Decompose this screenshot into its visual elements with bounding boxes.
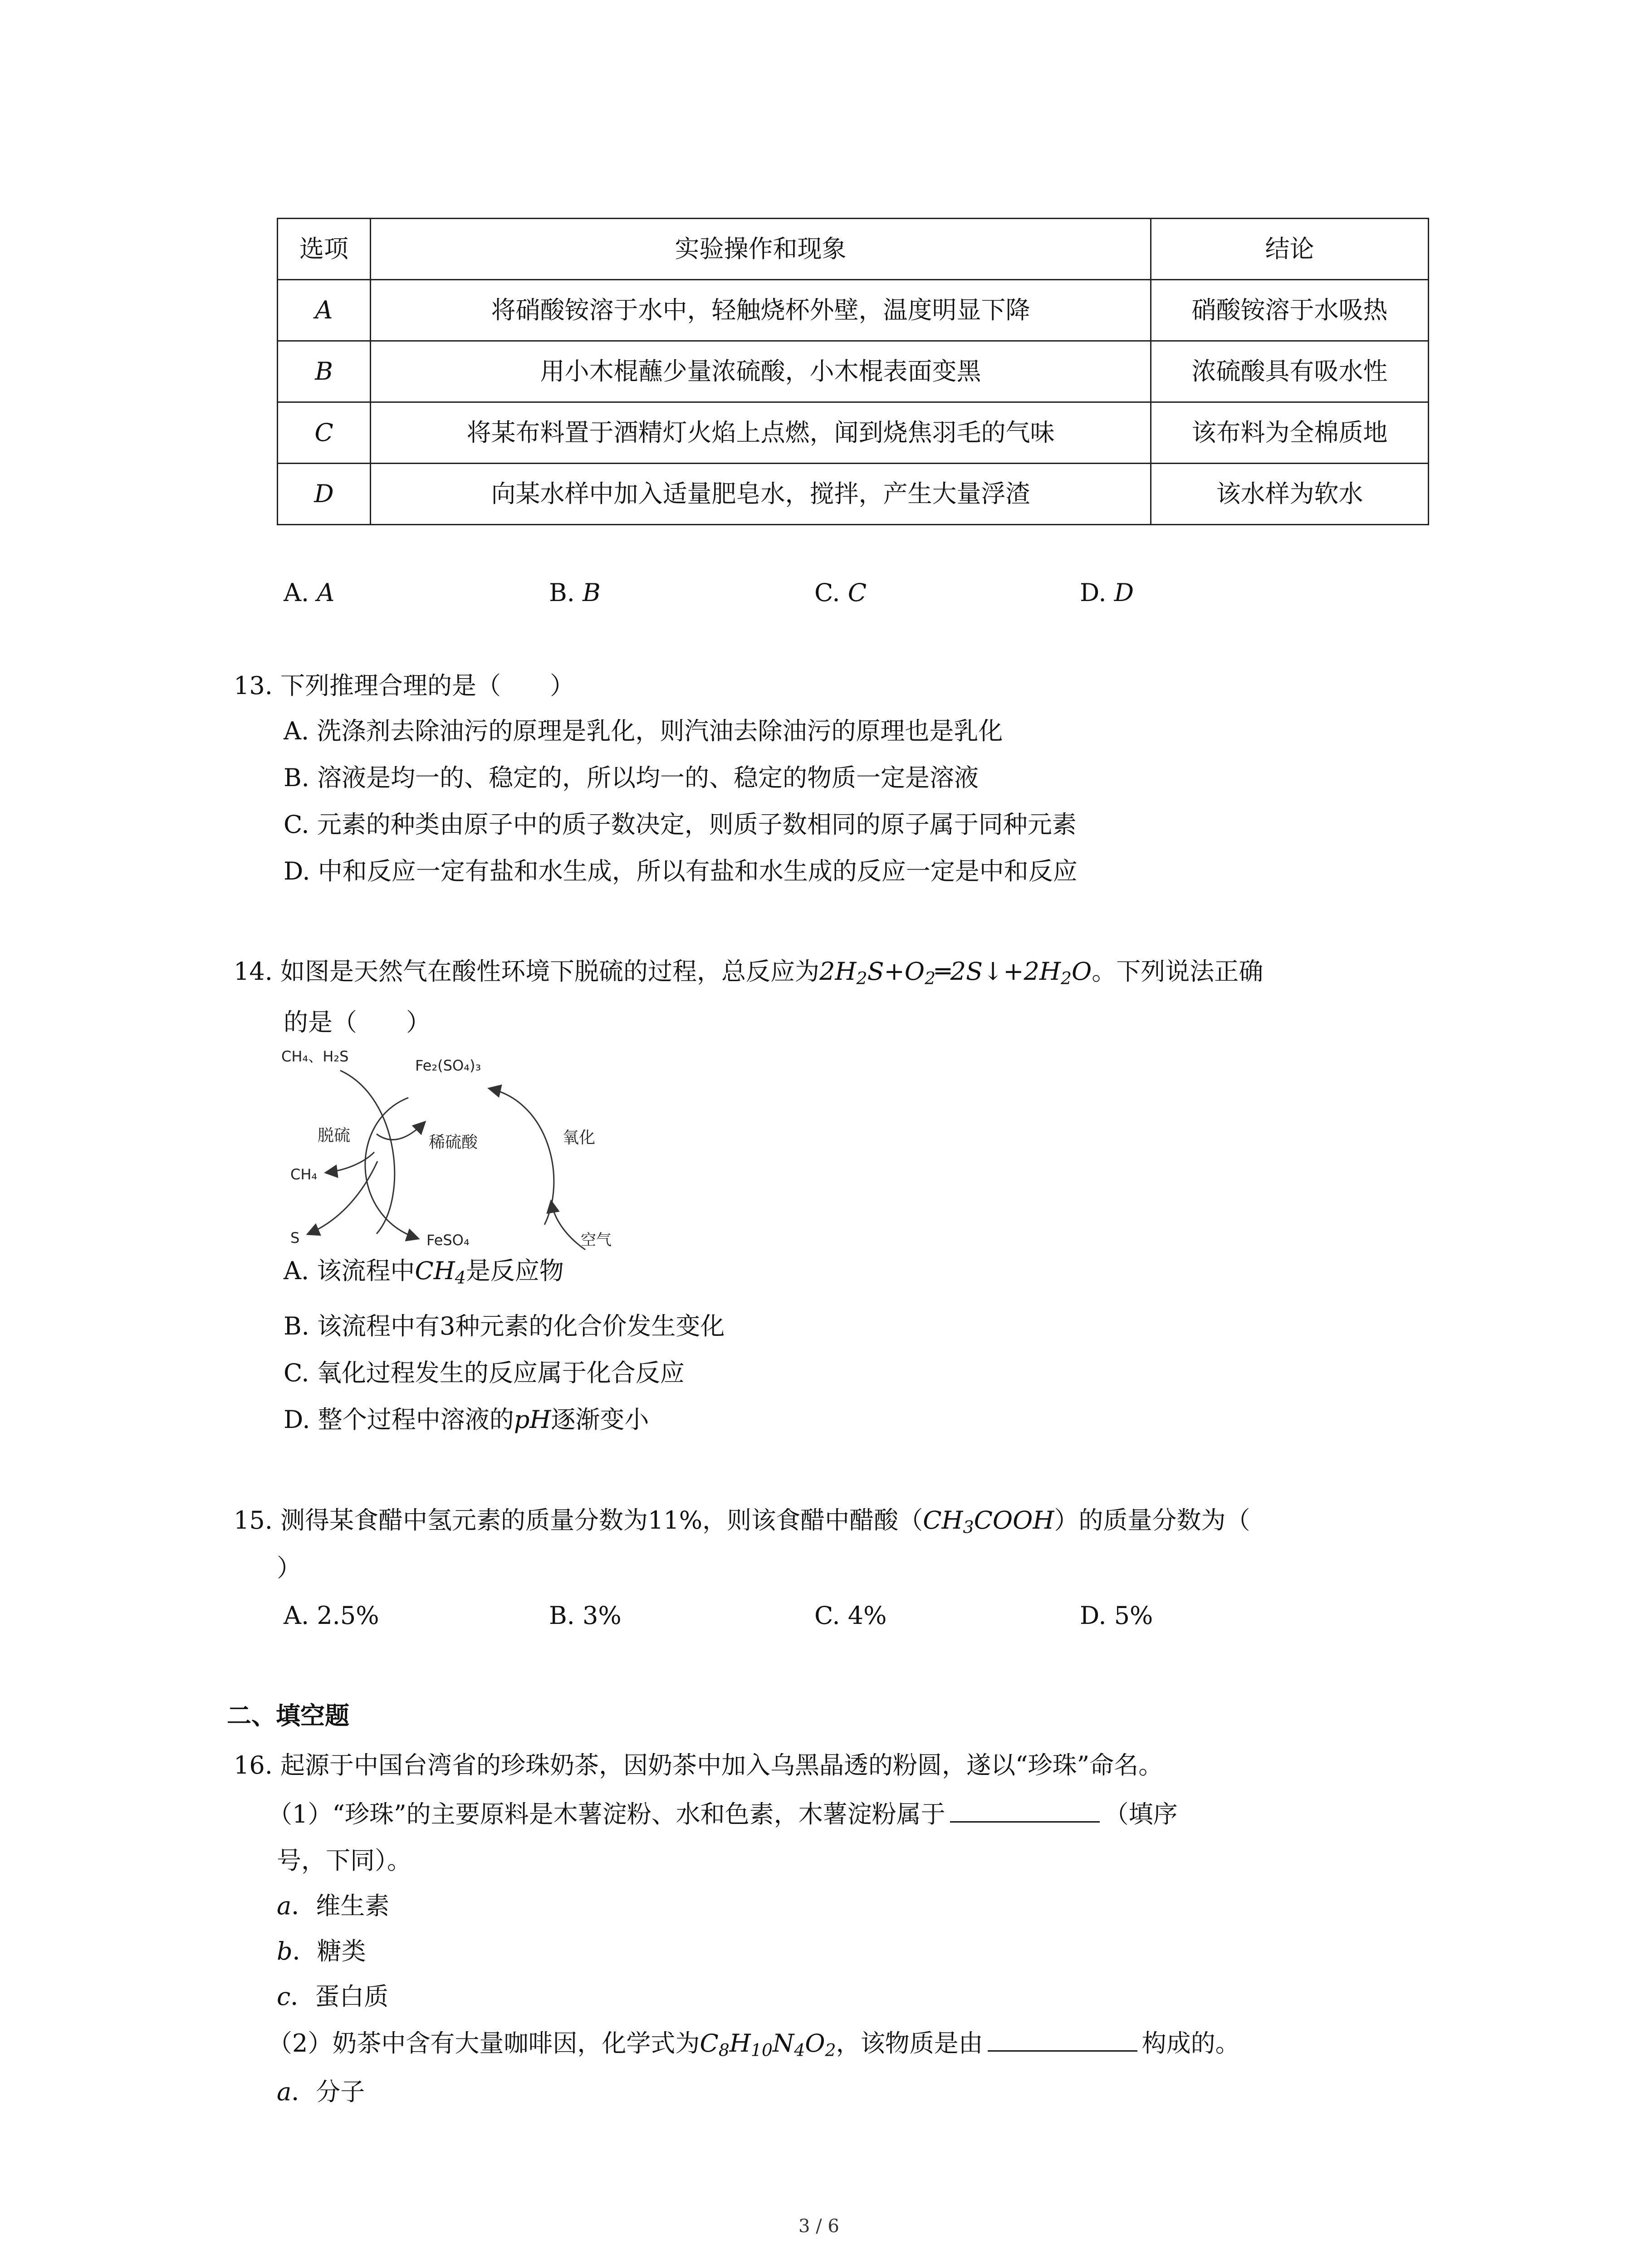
option-text: 逐渐变小: [551, 1405, 649, 1434]
q14-stem-text: 。下列说法正确: [1092, 957, 1264, 986]
q14-option-c[interactable]: C. 氧化过程发生的反应属于化合反应: [284, 1359, 685, 1387]
table-row: [278, 280, 1429, 341]
option-letter: a: [277, 2077, 292, 2106]
table-cell: 该布料为全棉质地: [1151, 402, 1429, 464]
option-a[interactable]: [284, 578, 334, 608]
label-ch4-out: CH₄: [290, 1166, 318, 1183]
q16-part1-line2: 号，下同）。: [277, 1846, 411, 1875]
q16-part2: [268, 2028, 1240, 2061]
option-value: B: [583, 578, 601, 607]
answer-blank[interactable]: [950, 1799, 1100, 1823]
option-text: ．维生素: [291, 1892, 390, 1920]
flow-arc: [327, 1152, 374, 1173]
q14-stem: [234, 957, 1263, 989]
table-row: [278, 341, 1429, 402]
option-d[interactable]: [1080, 578, 1134, 608]
option-value: C: [847, 578, 867, 607]
table-cell: 将硝酸铵溶于水中，轻触烧杯外壁，温度明显下降: [371, 280, 1151, 341]
table-row: [278, 464, 1429, 525]
option-letter: a: [277, 1892, 292, 1920]
option-text: 是反应物: [465, 1256, 564, 1285]
table-cell: 浓硫酸具有吸水性: [1151, 341, 1429, 402]
formula-acetic-acid: $CH_3COOH$: [923, 1506, 1054, 1537]
flow-arc: [309, 1161, 377, 1234]
option-prefix: C.: [814, 578, 840, 607]
table-cell: B: [278, 341, 371, 402]
flow-arc: [365, 1098, 417, 1238]
option-text: ．蛋白质: [290, 1982, 389, 2011]
q15-stem-text: 15. 测得某食醋中氢元素的质量分数为11%，则该食醋中醋酸（: [234, 1506, 923, 1535]
option-c[interactable]: [814, 578, 867, 608]
table-cell: 该水样为软水: [1151, 464, 1429, 525]
section-title: 二、填空题: [227, 1701, 349, 1730]
q16-part1-text: （填序: [1104, 1800, 1178, 1828]
option-letter: c: [277, 1982, 291, 2011]
q16-part2-text: （2）奶茶中含有大量咖啡因，化学式为: [268, 2029, 700, 2058]
table-header: 选项: [278, 219, 371, 280]
q14-stem-text: 14. 如图是天然气在酸性环境下脱硫的过程，总反应为: [234, 957, 820, 986]
option-value: D: [1114, 578, 1134, 607]
label-sulfur: S: [290, 1229, 300, 1246]
table-cell: 硝酸铵溶于水吸热: [1151, 280, 1429, 341]
q15-stem-line2: ）: [277, 1554, 301, 1582]
q13-option[interactable]: A. 洗涤剂去除油污的原理是乳化，则汽油去除油污的原理也是乳化: [284, 717, 1003, 745]
table-header: 结论: [1151, 219, 1429, 280]
table-cell: 用小木棍蘸少量浓硫酸，小木棍表面变黑: [371, 341, 1151, 402]
flow-arc: [490, 1089, 554, 1225]
q15-stem-text: ）的质量分数为（: [1054, 1506, 1250, 1535]
q16-part2-text: ，该物质是由: [836, 2029, 983, 2058]
q13-stem: 13. 下列推理合理的是（ ）: [234, 671, 575, 700]
option-text: D. 整个过程中溶液的: [284, 1405, 514, 1434]
option-prefix: B.: [549, 578, 575, 607]
label-feso4: FeSO₄: [426, 1232, 470, 1249]
q14-option-d[interactable]: [284, 1405, 649, 1435]
q16-option[interactable]: [277, 2077, 365, 2107]
formula-ch4: $CH_4$: [415, 1256, 466, 1288]
label-oxidation: 氧化: [563, 1129, 596, 1147]
label-ch4-h2s: CH₄、H₂S: [281, 1048, 349, 1065]
label-fe2so43: Fe₂(SO₄)₃: [415, 1057, 481, 1074]
label-dilute-sulfuric-acid: 稀硫酸: [429, 1133, 478, 1152]
q16-option[interactable]: [277, 1892, 389, 1921]
answer-blank[interactable]: [988, 2028, 1137, 2052]
option-text: A. 该流程中: [284, 1256, 415, 1285]
table-cell: 将某布料置于酒精灯火焰上点燃，闻到烧焦羽毛的气味: [371, 402, 1151, 464]
option-b[interactable]: [549, 578, 601, 608]
label-desulfurization: 脱硫: [318, 1126, 351, 1145]
option-value: A: [317, 578, 335, 607]
q15-option[interactable]: C. 4%: [814, 1601, 887, 1630]
table-cell: C: [278, 402, 371, 464]
q14-option-a[interactable]: [284, 1256, 564, 1288]
table-cell: A: [278, 280, 371, 341]
overall-equation: $2H_2S+O_2═2S↓+2H_2O$: [819, 957, 1092, 988]
flow-arc: [551, 1202, 585, 1250]
q13-option[interactable]: C. 元素的种类由原子中的质子数决定，则质子数相同的原子属于同种元素: [284, 810, 1077, 839]
q16-part1-text: （1）“珍珠”的主要原料是木薯淀粉、水和色素，木薯淀粉属于: [268, 1800, 945, 1828]
page-number: 3 / 6: [798, 2216, 839, 2237]
option-letter: b: [277, 1937, 293, 1965]
q16-part1: [268, 1799, 1178, 1829]
q13-option[interactable]: B. 溶液是均一的、稳定的，所以均一的、稳定的物质一定是溶液: [284, 763, 979, 792]
q15-stem: [234, 1506, 1250, 1538]
desulfurization-diagram: [272, 1043, 635, 1256]
flow-arc: [377, 1123, 424, 1140]
q16-stem: 16. 起源于中国台湾省的珍珠奶茶，因奶茶中加入乌黑晶透的粉圆，遂以“珍珠”命名。: [234, 1751, 1163, 1779]
table-cell: 向某水样中加入适量肥皂水，搅拌，产生大量浮渣: [371, 464, 1151, 525]
option-prefix: D.: [1080, 578, 1107, 607]
q16-option[interactable]: [277, 1937, 366, 1966]
experiment-table: [277, 218, 1429, 525]
option-text: ．糖类: [292, 1937, 366, 1965]
table-header: 实验操作和现象: [371, 219, 1151, 280]
q16-part2-text: 构成的。: [1141, 2029, 1240, 2058]
q15-option[interactable]: A. 2.5%: [284, 1601, 379, 1630]
formula-ph: pH: [514, 1405, 551, 1434]
formula-caffeine: $C_8H_{10}N_4O_2$: [700, 2029, 836, 2060]
table-row: [278, 402, 1429, 464]
q16-option[interactable]: [277, 1982, 388, 2012]
q14-option-b[interactable]: B. 该流程中有3种元素的化合价发生变化: [284, 1312, 725, 1340]
option-text: ．分子: [291, 2077, 365, 2106]
table-header-row: [278, 219, 1429, 280]
q13-option[interactable]: D. 中和反应一定有盐和水生成，所以有盐和水生成的反应一定是中和反应: [284, 857, 1078, 885]
q14-stem-line2: 的是（ ）: [284, 1008, 431, 1036]
option-prefix: A.: [284, 578, 309, 607]
q15-option[interactable]: B. 3%: [549, 1601, 622, 1630]
label-air: 空气: [581, 1231, 612, 1249]
table-cell: D: [278, 464, 371, 525]
flow-arc: [340, 1070, 395, 1234]
q15-option[interactable]: D. 5%: [1080, 1601, 1153, 1630]
